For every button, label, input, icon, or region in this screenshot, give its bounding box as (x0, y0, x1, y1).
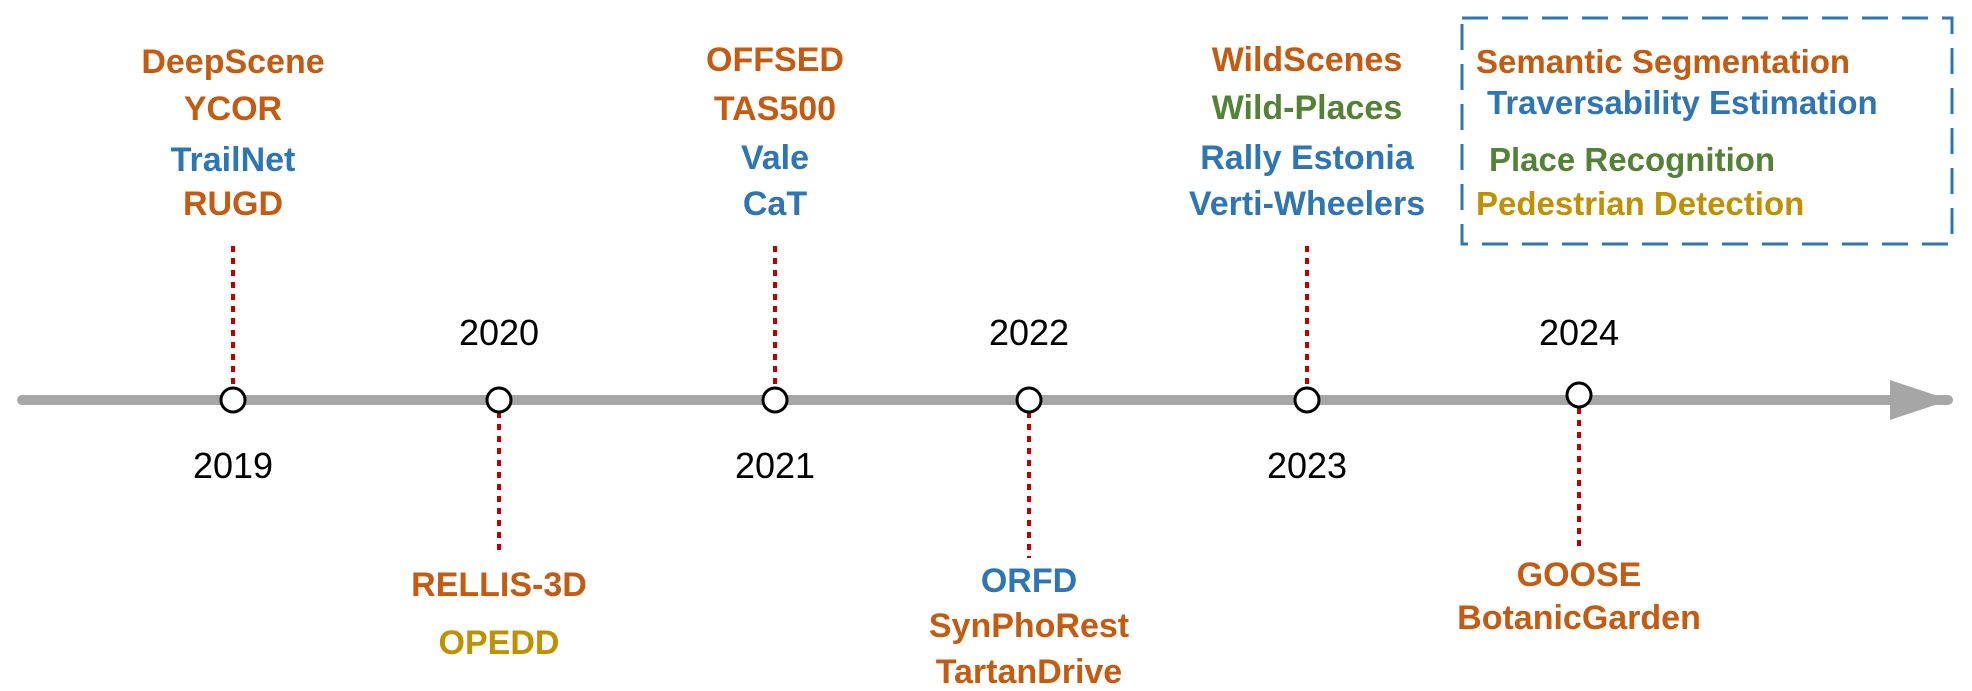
timeline-node-2023 (1295, 388, 1319, 412)
dataset-label-wildscenes: WildScenes (1211, 41, 1403, 79)
category-legend (1462, 18, 1952, 244)
dataset-label-deepscene: DeepScene (141, 43, 325, 81)
legend-item-traversability-estimation: Traversability Estimation (1487, 84, 1878, 121)
dataset-label-cat: CaT (742, 185, 808, 223)
dataset-label-vale: Vale (740, 139, 810, 177)
legend-item-place-recognition: Place Recognition (1489, 141, 1776, 178)
dataset-label-synphorest: SynPhoRest (928, 607, 1130, 645)
dataset-label-botanicgarden: BotanicGarden (1457, 599, 1701, 637)
dataset-label-orfd: ORFD (980, 562, 1078, 600)
timeline-node-2022 (1017, 388, 1041, 412)
timeline-node-2024 (1567, 383, 1591, 407)
legend-item-pedestrian-detection: Pedestrian Detection (1476, 185, 1805, 222)
year-label-2019: 2019 (192, 445, 274, 486)
legend-item-semantic-segmentation: Semantic Segmentation (1476, 43, 1851, 80)
dataset-label-wild-places: Wild-Places (1211, 89, 1403, 127)
dataset-label-tartandrive: TartanDrive (935, 653, 1123, 691)
year-label-2020: 2020 (458, 312, 540, 353)
dataset-label-verti-wheelers: Verti-Wheelers (1188, 185, 1426, 223)
timeline-node-2019 (221, 388, 245, 412)
dataset-label-opedd: OPEDD (438, 624, 560, 662)
year-label-2024: 2024 (1538, 312, 1620, 353)
dataset-label-ycor: YCOR (183, 90, 283, 128)
year-label-2023: 2023 (1266, 445, 1348, 486)
dataset-label-rugd: RUGD (182, 185, 284, 223)
dataset-label-rellis-3d: RELLIS-3D (411, 566, 587, 604)
year-label-2021: 2021 (734, 445, 816, 486)
dataset-label-goose: GOOSE (1516, 556, 1642, 594)
dataset-label-tas500: TAS500 (713, 90, 837, 128)
timeline-labels (141, 41, 1701, 691)
timeline-node-2020 (487, 388, 511, 412)
dataset-label-trailnet: TrailNet (170, 141, 296, 179)
year-label-2022: 2022 (988, 312, 1070, 353)
dataset-label-offsed: OFFSED (706, 41, 844, 79)
timeline-node-2021 (763, 388, 787, 412)
dataset-label-rally-estonia: Rally Estonia (1200, 139, 1414, 177)
